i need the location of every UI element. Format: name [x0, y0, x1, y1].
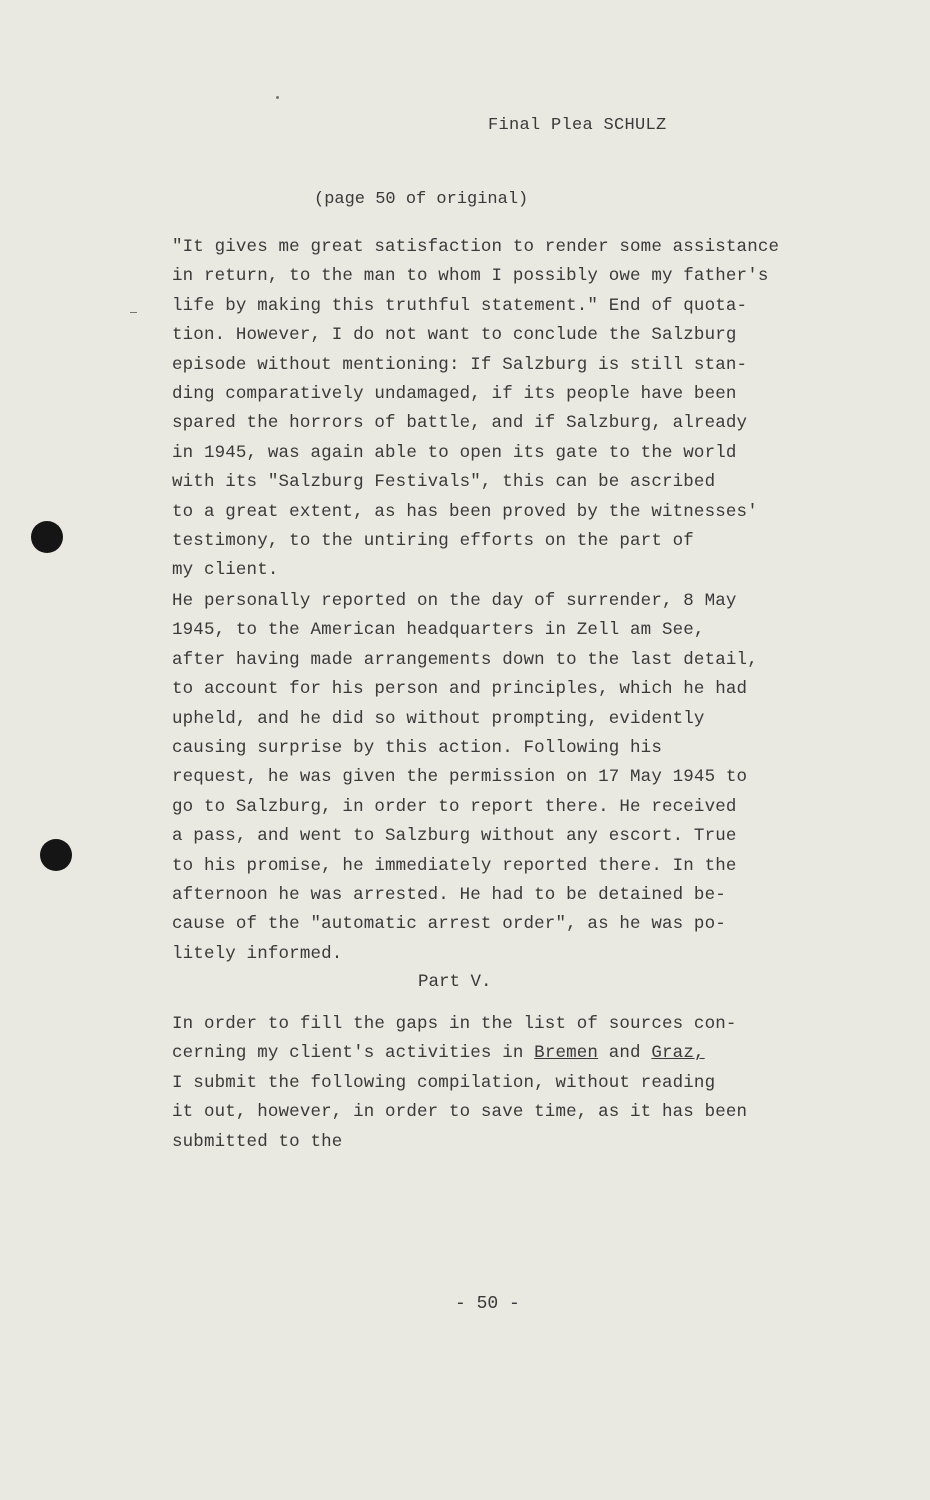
text-line: to his promise, he immediately reported there. In the	[172, 855, 737, 876]
text-line: spared the horrors of battle, and if Salzburg, already	[172, 413, 748, 434]
text-line: litely informed.	[172, 943, 343, 964]
punch-hole	[40, 839, 72, 871]
text-line: to a great extent, as has been proved by the witnesses'	[172, 501, 758, 522]
text-line: In order to fill the gaps in the list of sources con-	[172, 1014, 737, 1034]
text-line: request, he was given the permission on 17 May 1945 to	[172, 767, 748, 788]
text-line: afternoon he was arrested. He had to be detained be-	[172, 884, 726, 905]
text-line: go to Salzburg, in order to report there. He received	[172, 796, 737, 817]
text-line: cause of the "automatic arrest order", as he was po-	[172, 914, 726, 935]
text-line: testimony, to the untiring efforts on the part of	[172, 530, 694, 551]
text-line: causing surprise by this action. Following his	[172, 737, 662, 758]
paragraph-part-five	[172, 1010, 852, 1157]
text-line: upheld, and he did so without prompting, evidently	[172, 708, 705, 729]
text-segment: cerning my client's activities in	[172, 1043, 535, 1064]
paragraph-quote	[172, 233, 852, 586]
text-line: in 1945, was again able to open its gate to the world	[172, 442, 737, 463]
text-line: "It gives me great satisfaction to render some assistance	[172, 237, 780, 257]
text-line: in return, to the man to whom I possibly owe my father's	[172, 266, 769, 287]
text-line: 1945, to the American headquarters in Zell am See,	[172, 620, 705, 641]
text-line: with its "Salzburg Festivals", this can be ascribed	[172, 472, 716, 493]
document-header: Final Plea SCHULZ	[488, 116, 667, 135]
text-line: a pass, and went to Salzburg without any escort. True	[172, 826, 737, 847]
part-heading: Part V.	[418, 972, 492, 992]
text-line: He personally reported on the day of surrender, 8 May	[172, 591, 737, 611]
page-number: - 50 -	[455, 1294, 520, 1314]
punch-hole	[31, 521, 63, 553]
text-line: ding comparatively undamaged, if its people have been	[172, 383, 737, 404]
paragraph-surrender	[172, 587, 852, 969]
text-line	[172, 1039, 852, 1068]
text-line: it out, however, in order to save time, as it has been	[172, 1102, 748, 1123]
text-segment: and	[598, 1043, 652, 1064]
text-line: tion. However, I do not want to conclude the Salzburg	[172, 325, 737, 346]
paper-speck	[130, 312, 137, 313]
text-line: episode without mentioning: If Salzburg is still stan-	[172, 354, 748, 375]
text-line: my client.	[172, 560, 279, 581]
text-line: I submit the following compilation, without reading	[172, 1072, 716, 1093]
text-line: after having made arrangements down to the last detail,	[172, 649, 758, 670]
place-bremen: Bremen	[534, 1043, 599, 1064]
text-line: to account for his person and principles, which he had	[172, 679, 748, 700]
paper-speck	[276, 96, 279, 99]
page-reference: (page 50 of original)	[314, 190, 529, 209]
place-graz: Graz,	[651, 1043, 705, 1064]
text-line: life by making this truthful statement." End of quota-	[172, 295, 748, 316]
text-line: submitted to the	[172, 1131, 343, 1152]
